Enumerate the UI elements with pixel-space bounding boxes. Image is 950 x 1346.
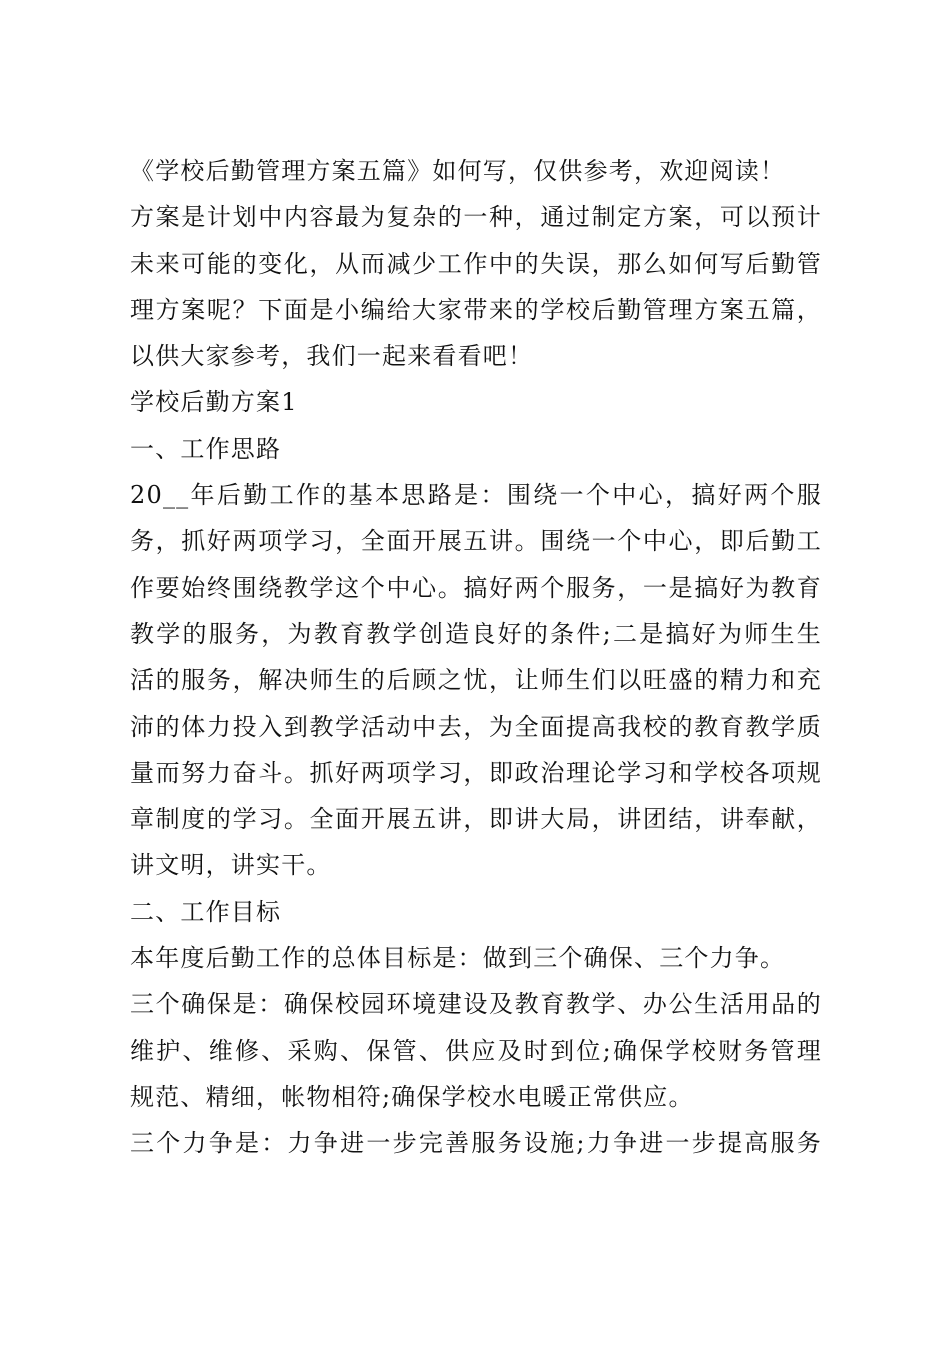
- paragraph-three-guarantees: [130, 981, 822, 1120]
- text-line: 教学的服务，为教育教学创造良好的条件;二是搞好为师生生: [130, 619, 822, 648]
- text-line: 沛的体力投入到教学活动中去，为全面提高我校的教育教学质: [130, 712, 822, 741]
- text-line: 务，抓好两项学习，全面开展五讲。围绕一个中心，即后勤工: [130, 527, 822, 556]
- text-line: 活的服务，解决师生的后顾之忧，让师生们以旺盛的精力和充: [130, 666, 822, 695]
- text-line: 方案是计划中内容最为复杂的一种，通过制定方案，可以预计: [130, 203, 822, 232]
- text-line: 规范、精细，帐物相符;确保学校水电暖正常供应。: [130, 1082, 694, 1111]
- text-line: 20__年后勤工作的基本思路是：围绕一个中心，搞好两个服: [130, 481, 822, 510]
- text-line: 未来可能的变化，从而减少工作中的失误，那么如何写后勤管: [130, 249, 822, 278]
- paragraph-work-approach: [130, 472, 822, 889]
- text-line: 三个确保是：确保校园环境建设及教育教学、办公生活用品的: [130, 990, 822, 1019]
- text-line: 章制度的学习。全面开展五讲，即讲大局，讲团结，讲奉献，: [130, 805, 822, 834]
- text-line: 维护、维修、采购、保管、供应及时到位;确保学校财务管理: [130, 1036, 822, 1065]
- text-line: 量而努力奋斗。抓好两项学习，即政治理论学习和学校各项规: [130, 758, 822, 787]
- intro-paragraph: [130, 194, 822, 379]
- heading-work-approach: 一、工作思路: [130, 434, 282, 463]
- intro-title-line: 《学校后勤管理方案五篇》如何写，仅供参考，欢迎阅读！: [130, 157, 786, 185]
- text-line: 作要始终围绕教学这个中心。搞好两个服务，一是搞好为教育: [130, 573, 822, 602]
- heading-work-goals: 二、工作目标: [130, 897, 282, 926]
- paragraph-three-strivings: [130, 1120, 822, 1166]
- paragraph-overall-goal: 本年度后勤工作的总体目标是：做到三个确保、三个力争。: [130, 944, 786, 973]
- document-body: [130, 148, 822, 1167]
- text-line: 理方案呢？下面是小编给大家带来的学校后勤管理方案五篇，: [130, 295, 822, 324]
- text-line: 以供大家参考，我们一起来看看吧！: [130, 342, 534, 371]
- section-title: 学校后勤方案1: [130, 388, 298, 417]
- text-line: 讲文明，讲实干。: [130, 851, 332, 880]
- text-line: 三个力争是：力争进一步完善服务设施;力争进一步提高服务: [130, 1129, 822, 1158]
